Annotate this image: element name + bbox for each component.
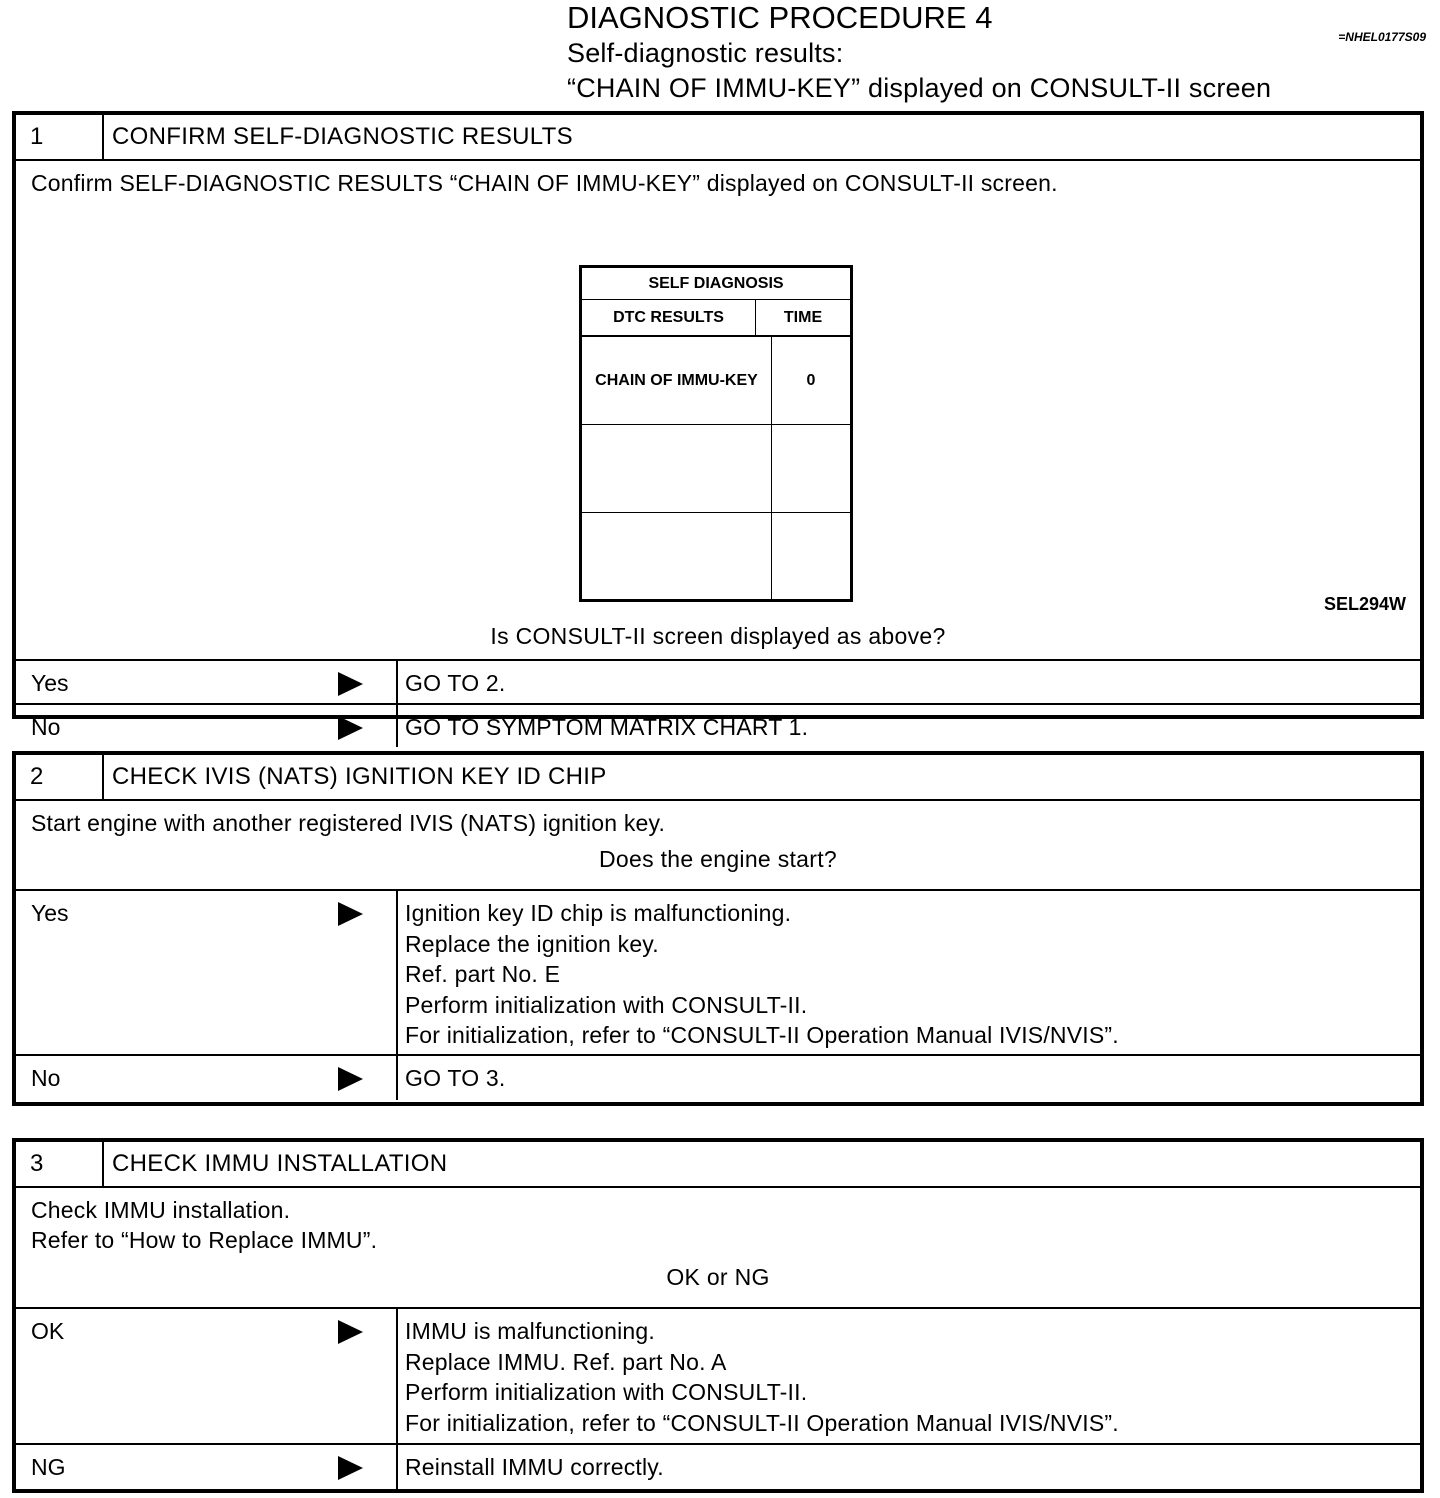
consult-screen-figure: [579, 265, 853, 602]
step-question: Does the engine start?: [598, 846, 838, 872]
arrow-right-icon: [338, 1456, 363, 1480]
step-instruction: Start engine with another registered IVIS (NATS) ignition key.: [31, 810, 666, 836]
figure-time-value: 0: [806, 371, 816, 389]
step-question: Is CONSULT-II screen displayed as above?: [490, 623, 946, 649]
step-instruction: Confirm SELF-DIAGNOSTIC RESULTS “CHAIN OF IMMU-KEY” displayed on CONSULT-II screen.: [31, 170, 1058, 196]
result-row-no: [16, 703, 1420, 747]
figure-code: SEL294W: [1323, 594, 1406, 614]
result-row-yes: [16, 889, 1420, 1054]
reference-code: =NHEL0177S09: [1338, 30, 1426, 44]
arrow-right-icon: [338, 1067, 363, 1091]
figure-row: [582, 337, 850, 425]
page-header: [567, 0, 1427, 106]
figure-column-dtc: DTC RESULTS: [582, 300, 756, 335]
step-title: CONFIRM SELF-DIAGNOSTIC RESULTS: [112, 123, 573, 150]
result-action: Ignition key ID chip is malfunctioning. Replace the ignition key. Ref. part No. E Perform initialization with CONSULT-II. For initialization, refer to “CONSULT-II Operation Manual IVIS/NVIS”.: [405, 900, 1119, 1048]
figure-title: SELF DIAGNOSIS: [582, 268, 850, 300]
page-title: DIAGNOSTIC PROCEDURE 4: [567, 0, 993, 35]
arrow-right-icon: [338, 1320, 363, 1344]
step-title: CHECK IMMU INSTALLATION: [112, 1150, 448, 1177]
result-action: Reinstall IMMU correctly.: [405, 1454, 664, 1480]
figure-dtc-value: CHAIN OF IMMU-KEY: [582, 337, 772, 424]
step-header: [16, 115, 1420, 161]
result-label: No: [31, 1065, 61, 1091]
result-action: IMMU is malfunctioning. Replace IMMU. Ref. part No. A Perform initialization with CONSULT-II. For initialization, refer to “CONSULT-II Operation Manual IVIS/NVIS”.: [405, 1318, 1119, 1436]
result-action: GO TO 3.: [405, 1065, 506, 1091]
step-body: [16, 161, 1420, 621]
figure-row-empty: [582, 425, 850, 513]
step-question: OK or NG: [666, 1264, 770, 1290]
step-title: CHECK IVIS (NATS) IGNITION KEY ID CHIP: [112, 763, 607, 790]
step-number: 2: [16, 755, 104, 799]
step-header: [16, 755, 1420, 801]
arrow-right-icon: [338, 716, 363, 740]
result-label: No: [31, 714, 61, 740]
step-number: 1: [16, 115, 104, 159]
figure-column-time: TIME: [783, 309, 823, 326]
result-row-ng: [16, 1443, 1420, 1489]
result-action: GO TO SYMPTOM MATRIX CHART 1.: [405, 714, 809, 740]
step-header: [16, 1142, 1420, 1188]
result-label: OK: [31, 1318, 65, 1344]
step-number: 3: [16, 1142, 104, 1186]
figure-row-empty: [582, 513, 850, 601]
result-action: GO TO 2.: [405, 670, 506, 696]
figure-header-row: [582, 300, 850, 337]
result-label: Yes: [31, 900, 69, 926]
arrow-right-icon: [338, 902, 363, 926]
page-subtitle-line2: “CHAIN OF IMMU-KEY” displayed on CONSULT-II screen: [567, 73, 1272, 103]
result-label: NG: [31, 1454, 66, 1480]
result-row-ok: [16, 1307, 1420, 1443]
step-instruction: Check IMMU installation. Refer to “How to Replace IMMU”.: [31, 1197, 378, 1253]
page-subtitle-line1: Self-diagnostic results:: [567, 38, 844, 68]
result-row-yes: [16, 659, 1420, 703]
step-3: [12, 1138, 1424, 1493]
arrow-right-icon: [338, 672, 363, 696]
result-row-no: [16, 1054, 1420, 1100]
step-2: [12, 751, 1424, 1106]
step-1: [12, 111, 1424, 740]
result-label: Yes: [31, 670, 69, 696]
